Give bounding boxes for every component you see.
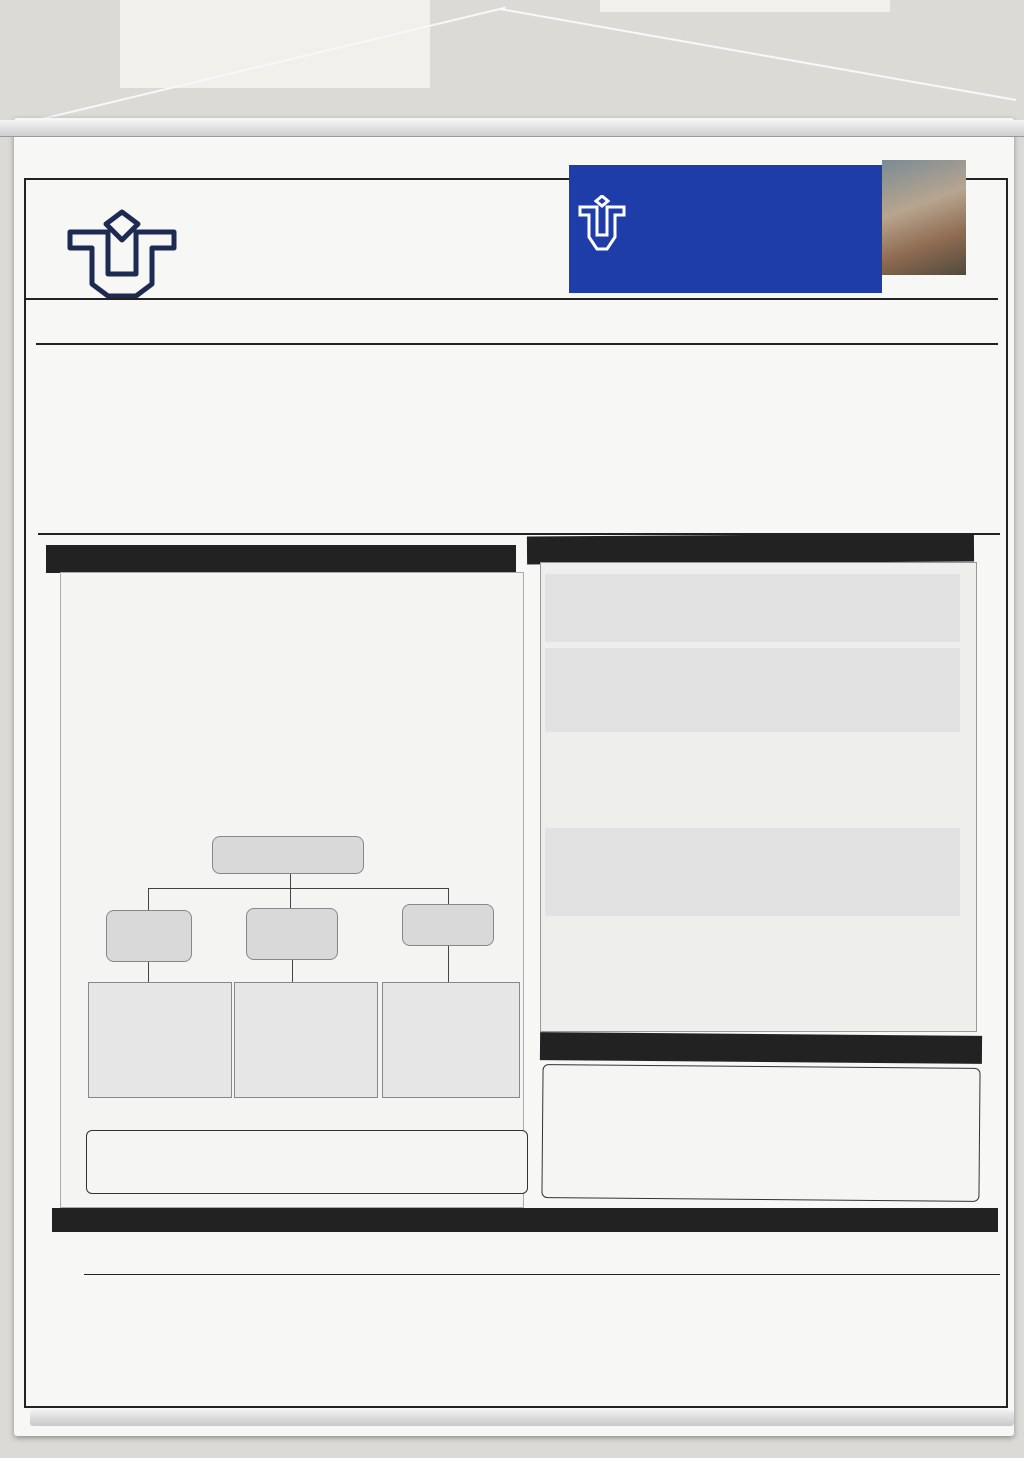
diagram-connector-middle xyxy=(290,888,291,908)
title-divider xyxy=(36,343,998,345)
unirio-logo-icon xyxy=(66,208,178,300)
dev-row-aspectos xyxy=(545,748,960,824)
intro-heading xyxy=(46,545,516,573)
wall-paper-right xyxy=(600,0,890,12)
dev-row-cuidados xyxy=(545,648,960,732)
dev-row-encarando xyxy=(545,574,960,642)
refs-divider xyxy=(84,1274,1000,1275)
dev-row-inventario xyxy=(545,930,960,1024)
diagram-root-box xyxy=(212,836,364,874)
diagram-connector-branch-1 xyxy=(148,962,149,982)
dev-row-avaliando xyxy=(545,828,960,916)
intro-panel xyxy=(60,572,524,1208)
ccbs-logo-banner xyxy=(569,165,882,293)
refs-heading xyxy=(52,1208,998,1232)
dev-heading xyxy=(527,533,974,564)
diagram-branch-2 xyxy=(246,908,338,960)
diagram-connector-right xyxy=(448,888,449,904)
diagram-item-sociedade xyxy=(234,982,378,1098)
diagram-connector-branch-2 xyxy=(292,960,293,982)
diagram-branch-3 xyxy=(402,904,494,946)
final-heading xyxy=(540,1032,982,1064)
hanging-string-right xyxy=(500,8,1016,101)
diagram-connector-root xyxy=(290,874,291,888)
diagram-item-tratamento xyxy=(382,982,520,1098)
building-photo xyxy=(882,160,966,275)
poster-bottom-rod xyxy=(30,1410,1014,1426)
diagram-item-diagnostico xyxy=(88,982,232,1098)
header-divider xyxy=(26,298,998,300)
poster-top-rod xyxy=(0,120,1024,137)
intro-conclusion-box xyxy=(86,1130,528,1194)
diagram-branch-1 xyxy=(106,910,192,962)
diagram-connector-branch-3 xyxy=(448,946,449,982)
ccbs-logo-icon xyxy=(577,195,627,255)
diagram-connector-left xyxy=(148,888,149,910)
wall-paper-left xyxy=(120,0,430,88)
final-box xyxy=(541,1064,980,1202)
diagram-connector-horizontal xyxy=(148,888,448,889)
